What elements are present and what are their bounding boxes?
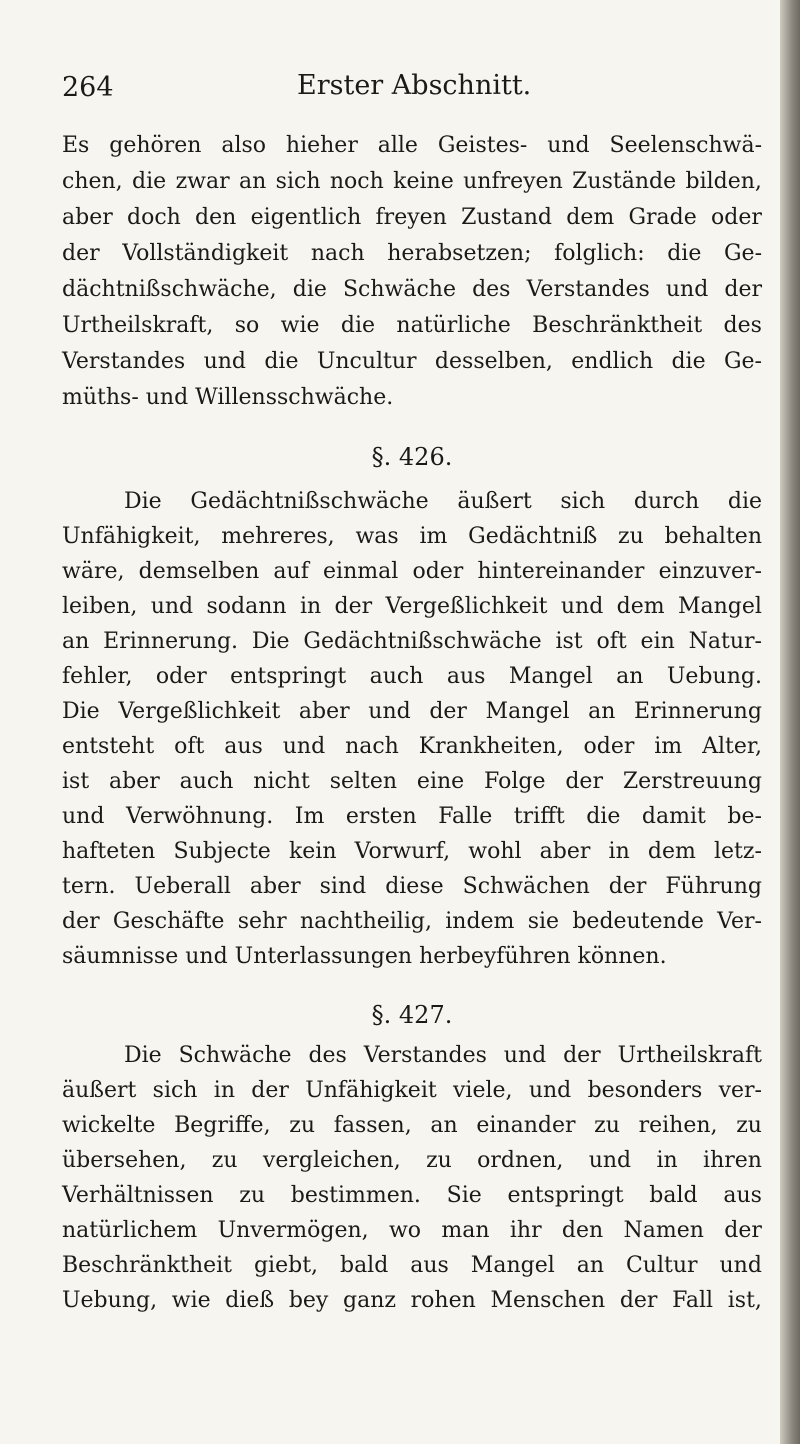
text-line: Uebung, wie dieß bey ganz rohen Menschen der Fall ist, (62, 1288, 762, 1313)
text-line: aber doch den eigentlich freyen Zustand dem Grade oder (62, 205, 762, 230)
section-heading: §. 426. (371, 443, 453, 471)
text-line: Urtheilskraft, so wie die natürliche Beschränktheit des (62, 313, 762, 338)
text-line: hafteten Subjecte kein Vorwurf, wohl aber in dem letz- (62, 839, 762, 864)
text-line: entsteht oft aus und nach Krankheiten, oder im Alter, (62, 734, 762, 759)
text-line: Die Gedächtnißschwäche äußert sich durch die (124, 489, 762, 514)
text-line: fehler, oder entspringt auch aus Mangel an Uebung. (62, 664, 762, 689)
text-line: der Vollständigkeit nach herabsetzen; folglich: die Ge- (62, 241, 762, 266)
text-line: chen, die zwar an sich noch keine unfreyen Zustände bilden, (62, 169, 762, 194)
text-line: wäre, demselben auf einmal oder hintereinander einzuver- (62, 559, 762, 584)
running-title: Erster Abschnitt. (297, 70, 532, 101)
text-line: übersehen, zu vergleichen, zu ordnen, und in ihren (62, 1148, 762, 1173)
text-line: Beschränktheit giebt, bald aus Mangel an Cultur und (62, 1253, 762, 1278)
text-line: Es gehören also hieher alle Geistes- und Seelenschwä- (62, 133, 762, 158)
text-line: dächtnißschwäche, die Schwäche des Verstandes und der (62, 277, 762, 302)
text-line: Verhältnissen zu bestimmen. Sie entspringt bald aus (62, 1183, 762, 1208)
text-line: äußert sich in der Unfähigkeit viele, und besonders ver- (62, 1078, 762, 1103)
text-line: leiben, und sodann in der Vergeßlichkeit und dem Mangel (62, 594, 762, 619)
page-number: 264 (62, 72, 114, 103)
text-line: Die Schwäche des Verstandes und der Urtheilskraft (124, 1043, 762, 1068)
text-line: und Verwöhnung. Im ersten Falle trifft die damit be- (62, 804, 762, 829)
text-line: der Geschäfte sehr nachtheilig, indem sie bedeutende Ver- (62, 909, 762, 934)
text-line: an Erinnerung. Die Gedächtnißschwäche ist oft ein Natur- (62, 629, 762, 654)
page-edge-shadow (780, 0, 800, 1444)
text-line: säumnisse und Unterlassungen herbeyführen können. (62, 944, 667, 969)
text-line: wickelte Begriffe, zu fassen, an einander zu reihen, zu (62, 1113, 762, 1138)
text-line: Verstandes und die Uncultur desselben, endlich die Ge- (62, 349, 762, 374)
section-heading: §. 427. (371, 1001, 453, 1029)
text-line: tern. Ueberall aber sind diese Schwächen der Führung (62, 874, 762, 899)
text-line: natürlichem Unvermögen, wo man ihr den Namen der (62, 1218, 762, 1243)
text-line: ist aber auch nicht selten eine Folge der Zerstreuung (62, 769, 762, 794)
text-line: Die Vergeßlichkeit aber und der Mangel an Erinnerung (62, 699, 762, 724)
page-header (62, 66, 762, 110)
text-line: müths- und Willensschwäche. (62, 385, 394, 410)
text-line: Unfähigkeit, mehreres, was im Gedächtniß zu behalten (62, 524, 762, 549)
